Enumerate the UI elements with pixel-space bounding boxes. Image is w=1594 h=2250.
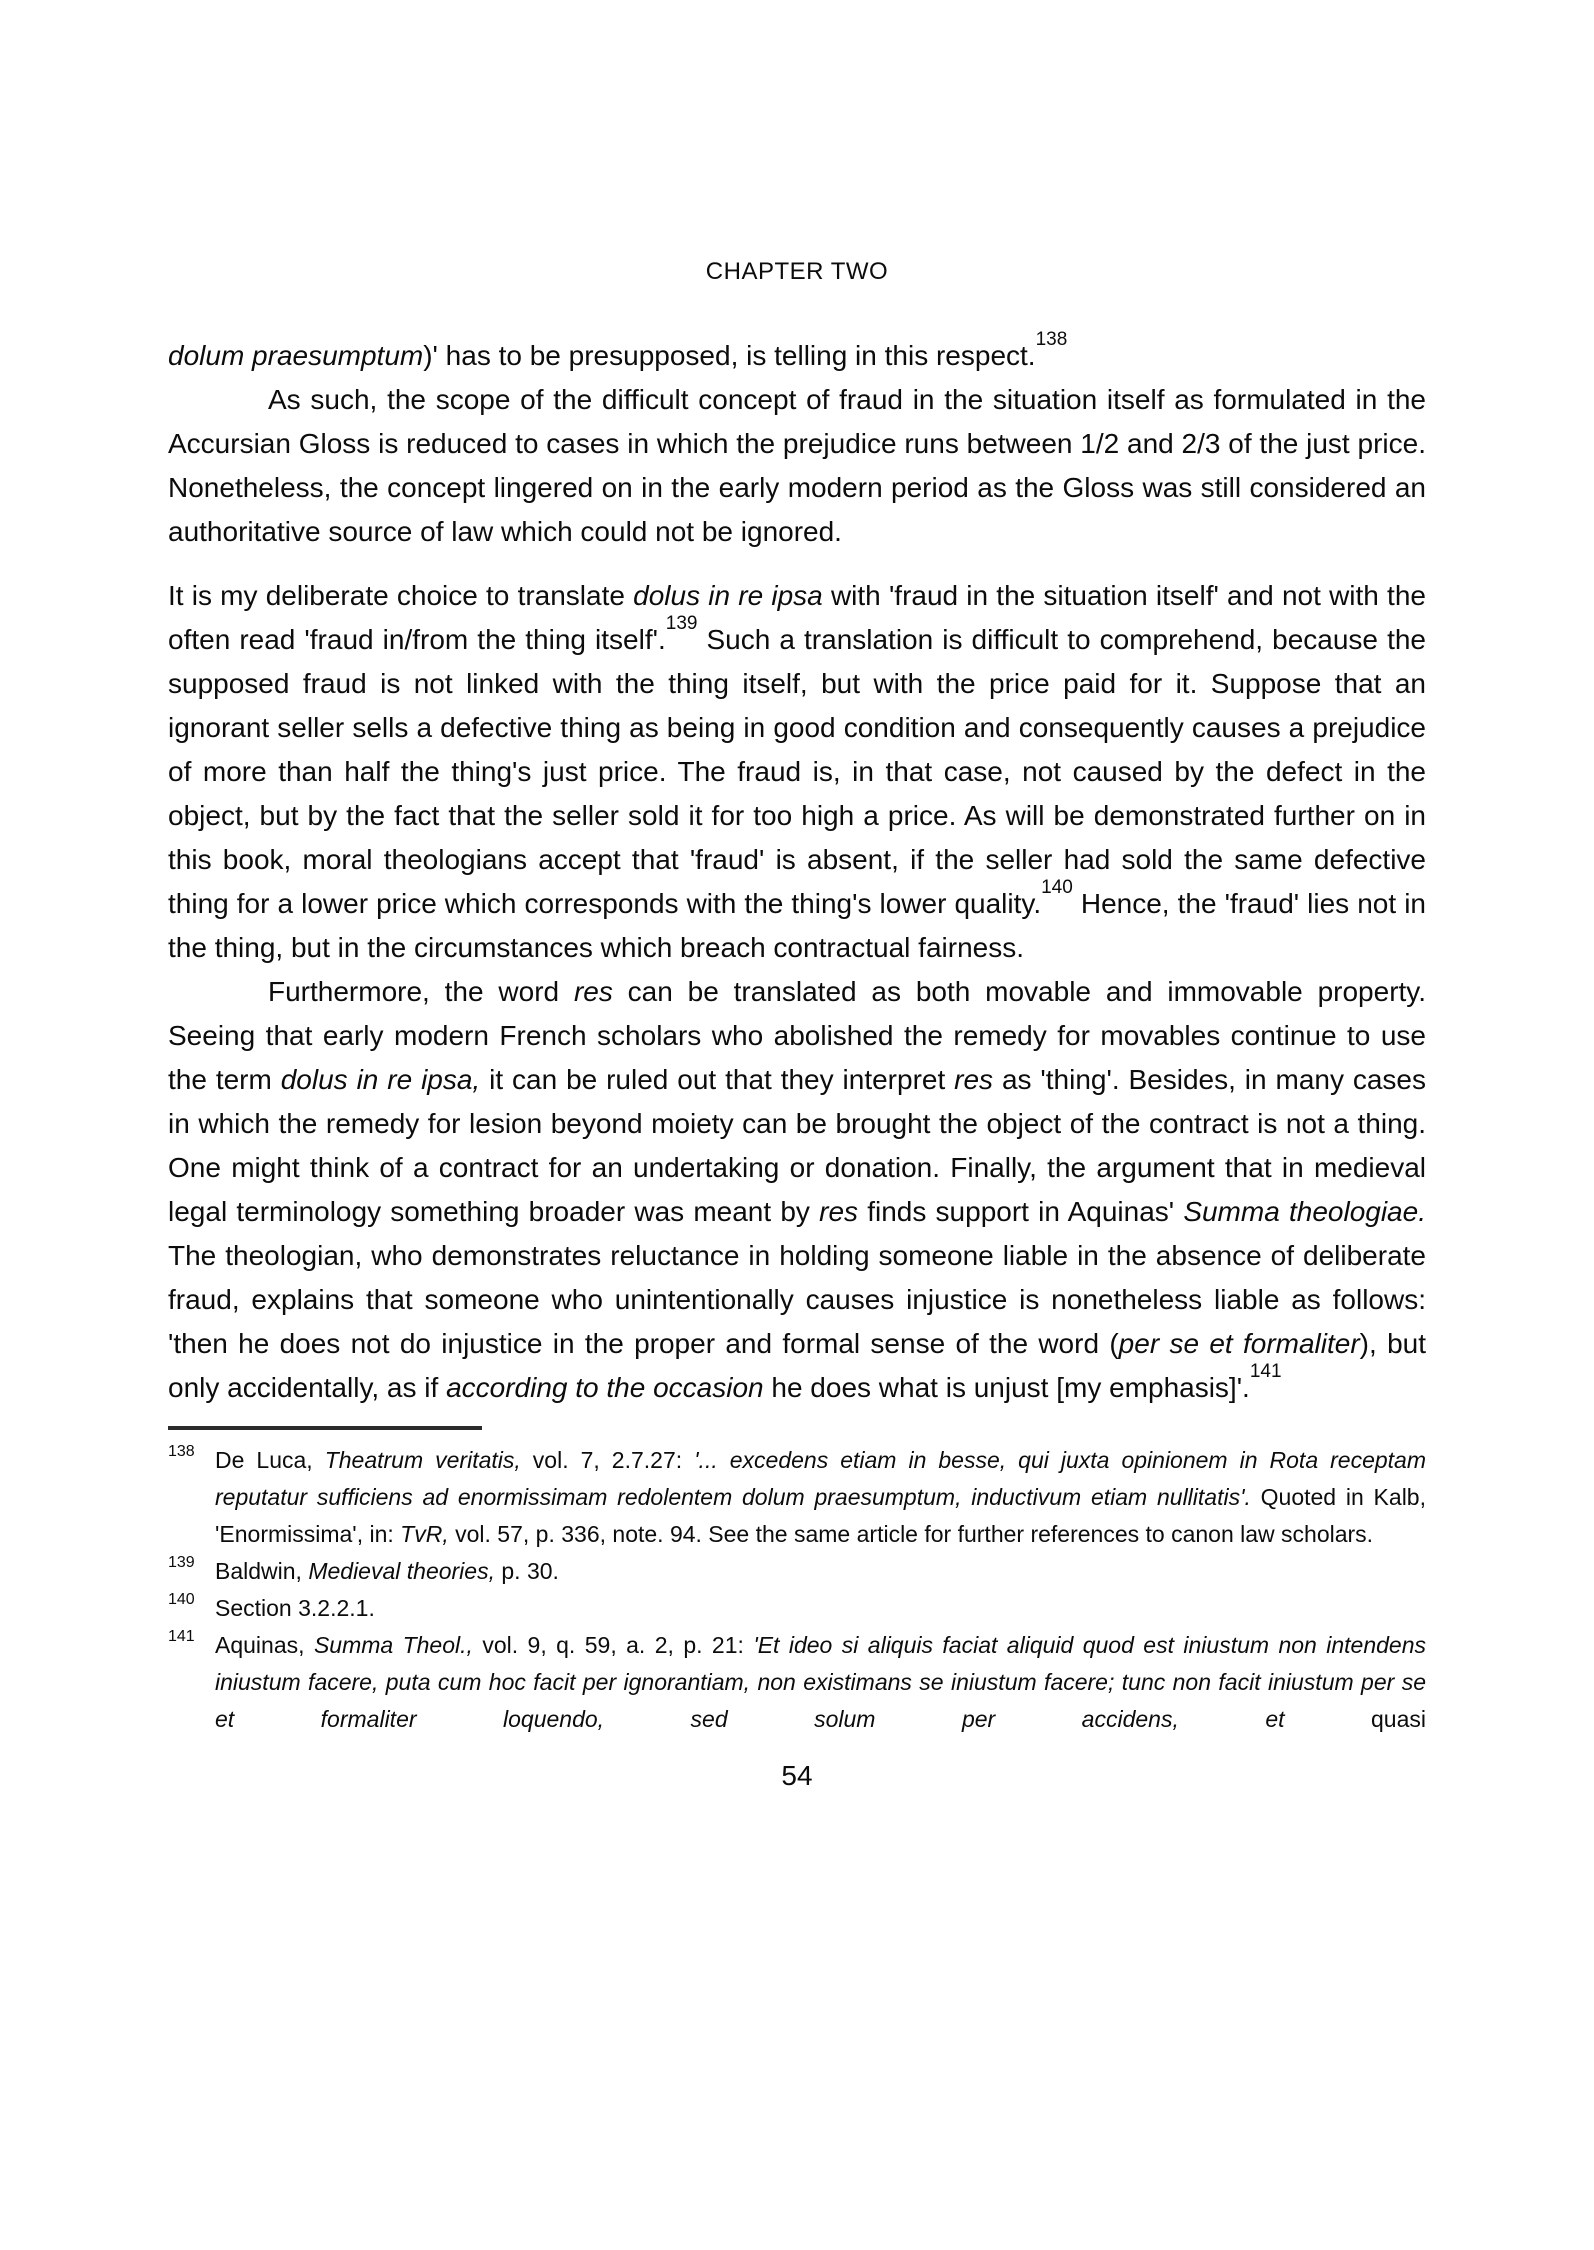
footnote-marker: 140	[168, 1591, 195, 1608]
chapter-header: CHAPTER TWO	[705, 258, 889, 285]
text-run: Baldwin,	[215, 1558, 309, 1584]
italic-text-run: dolum praesumptum	[168, 340, 424, 371]
text-run: quasi	[1284, 1706, 1426, 1732]
text-run: Aquinas,	[215, 1632, 314, 1658]
italic-text-run: res	[954, 1064, 994, 1095]
text-run: Furthermore, the word	[268, 976, 574, 1007]
text-run: Quoted in Kalb, 'Enormissima', in:	[215, 1484, 1426, 1547]
italic-text-run: Theatrum veritatis,	[324, 1447, 521, 1473]
footnote-section	[168, 1442, 1426, 1738]
italic-text-run: 'Et ideo si aliquis faciat aliquid quod est iniustum non intendens iniustum facere, puta cum hoc facit per ignorantiam, non existimans se iniustum facere; tunc non facit iniustum per se et formaliter loquendo, sed solum per accidens, et	[215, 1632, 1427, 1732]
text-run: As such, the scope of the difficult concept of fraud in the situation itself as formulated in the Accursian Gloss is reduced to cases in which the prejudice runs between 1/2 and 2/3 of the just price. Nonetheless, the concept lingered on in the early modern period as the Gloss was still considered an authoritative source of law which could not be ignored.	[168, 384, 1426, 547]
italic-text-run: per se et formaliter	[1118, 1328, 1360, 1359]
text-run: The theologian, who demonstrates reluctance in holding someone liable in the absence of deliberate fraud, explains that someone who unintentionally causes injustice is nonetheless liable as follows: 'then he does not do injustice in the proper and formal sense of the word (	[168, 1240, 1426, 1359]
footnote	[168, 1627, 1426, 1738]
body-paragraph	[168, 970, 1426, 1410]
text-run: finds support in Aquinas'	[858, 1196, 1184, 1227]
text-run: vol. 7, 2.7.27:	[520, 1447, 695, 1473]
footnote-reference: 138	[1035, 328, 1068, 350]
footnote	[168, 1442, 1426, 1553]
italic-text-run: res	[819, 1196, 859, 1227]
footnote	[168, 1553, 1426, 1590]
text-run: Such a translation is difficult to comprehend, because the supposed fraud is not linked with the thing itself, but with the price paid for it. Suppose that an ignorant seller sells a defective thing as being in good condition and consequently causes a prejudice of more than half the thing's just price. The fraud is, in that case, not caused by the defect in the object, but by the fact that the seller sold it for too high a price. As will be demonstrated further on in this book, moral theologians accept that 'fraud' is absent, if the seller had sold the same defective thing for a lower price which corresponds with the thing's lower quality.	[168, 624, 1426, 919]
page-number: 54	[781, 1760, 813, 1791]
text-run: with 'fraud in the situation itself' and not with the often read 'fraud in/from the thing itself'.	[168, 580, 1426, 655]
footnote-reference: 141	[1249, 1360, 1282, 1382]
italic-text-run: dolus in re ipsa	[633, 580, 823, 611]
text-run: Section 3.2.2.1.	[215, 1595, 375, 1621]
text-run: vol. 9, q. 59, a. 2, p. 21:	[472, 1632, 754, 1658]
italic-text-run: Summa theologiae.	[1183, 1196, 1426, 1227]
italic-text-run: dolus in re ipsa,	[280, 1064, 481, 1095]
italic-text-run: TvR,	[400, 1521, 449, 1547]
italic-text-run: res	[573, 976, 613, 1007]
body-paragraph	[168, 574, 1426, 970]
footnote-separator	[168, 1426, 482, 1430]
text-run: ), but only accidentally, as if	[168, 1328, 1427, 1403]
text-run: p. 30.	[494, 1558, 559, 1584]
text-run: Hence, the 'fraud' lies not in the thing, but in the circumstances which breach contractual fairness.	[168, 888, 1426, 963]
text-run: can be translated as both movable and immovable property. Seeing that early modern French scholars who abolished the remedy for movables continue to use the term	[168, 976, 1426, 1095]
footnote-reference: 140	[1041, 876, 1073, 898]
text-run: he does what is unjust [my emphasis]'.	[763, 1372, 1250, 1403]
text-run: as 'thing'. Besides, in many cases in which the remedy for lesion beyond moiety can be brought the object of the contract is not a thing. One might think of a contract for an undertaking or donation. Finally, the argument that in medieval legal terminology something broader was meant by	[168, 1064, 1427, 1227]
text-run: it can be ruled out that they interpret	[480, 1064, 955, 1095]
italic-text-run: according to the occasion	[446, 1372, 764, 1403]
footnote-marker: 138	[168, 1443, 195, 1460]
italic-text-run: '... excedens etiam in besse, qui juxta opinionem in Rota receptam reputatur sufficiens ad enormissimam redolentem dolum praesumptum, inductivum etiam nullitatis'.	[215, 1447, 1426, 1510]
body-text	[168, 328, 1427, 1410]
body-paragraph	[168, 328, 1426, 378]
italic-text-run: Summa Theol.,	[313, 1632, 473, 1658]
italic-text-run: Medieval theories,	[308, 1558, 495, 1584]
text-run: vol. 57, p. 336, note. 94. See the same article for further references to canon law scholars.	[448, 1521, 1374, 1547]
footnote-marker: 139	[168, 1554, 195, 1571]
text-run: )' has to be presupposed, is telling in this respect.	[423, 340, 1036, 371]
footnote-reference: 139	[665, 612, 698, 634]
footnote	[168, 1590, 1426, 1627]
footnote-marker: 141	[168, 1628, 195, 1645]
text-run: De Luca,	[215, 1447, 325, 1473]
text-run: It is my deliberate choice to translate	[168, 580, 634, 611]
body-paragraph	[168, 378, 1426, 554]
